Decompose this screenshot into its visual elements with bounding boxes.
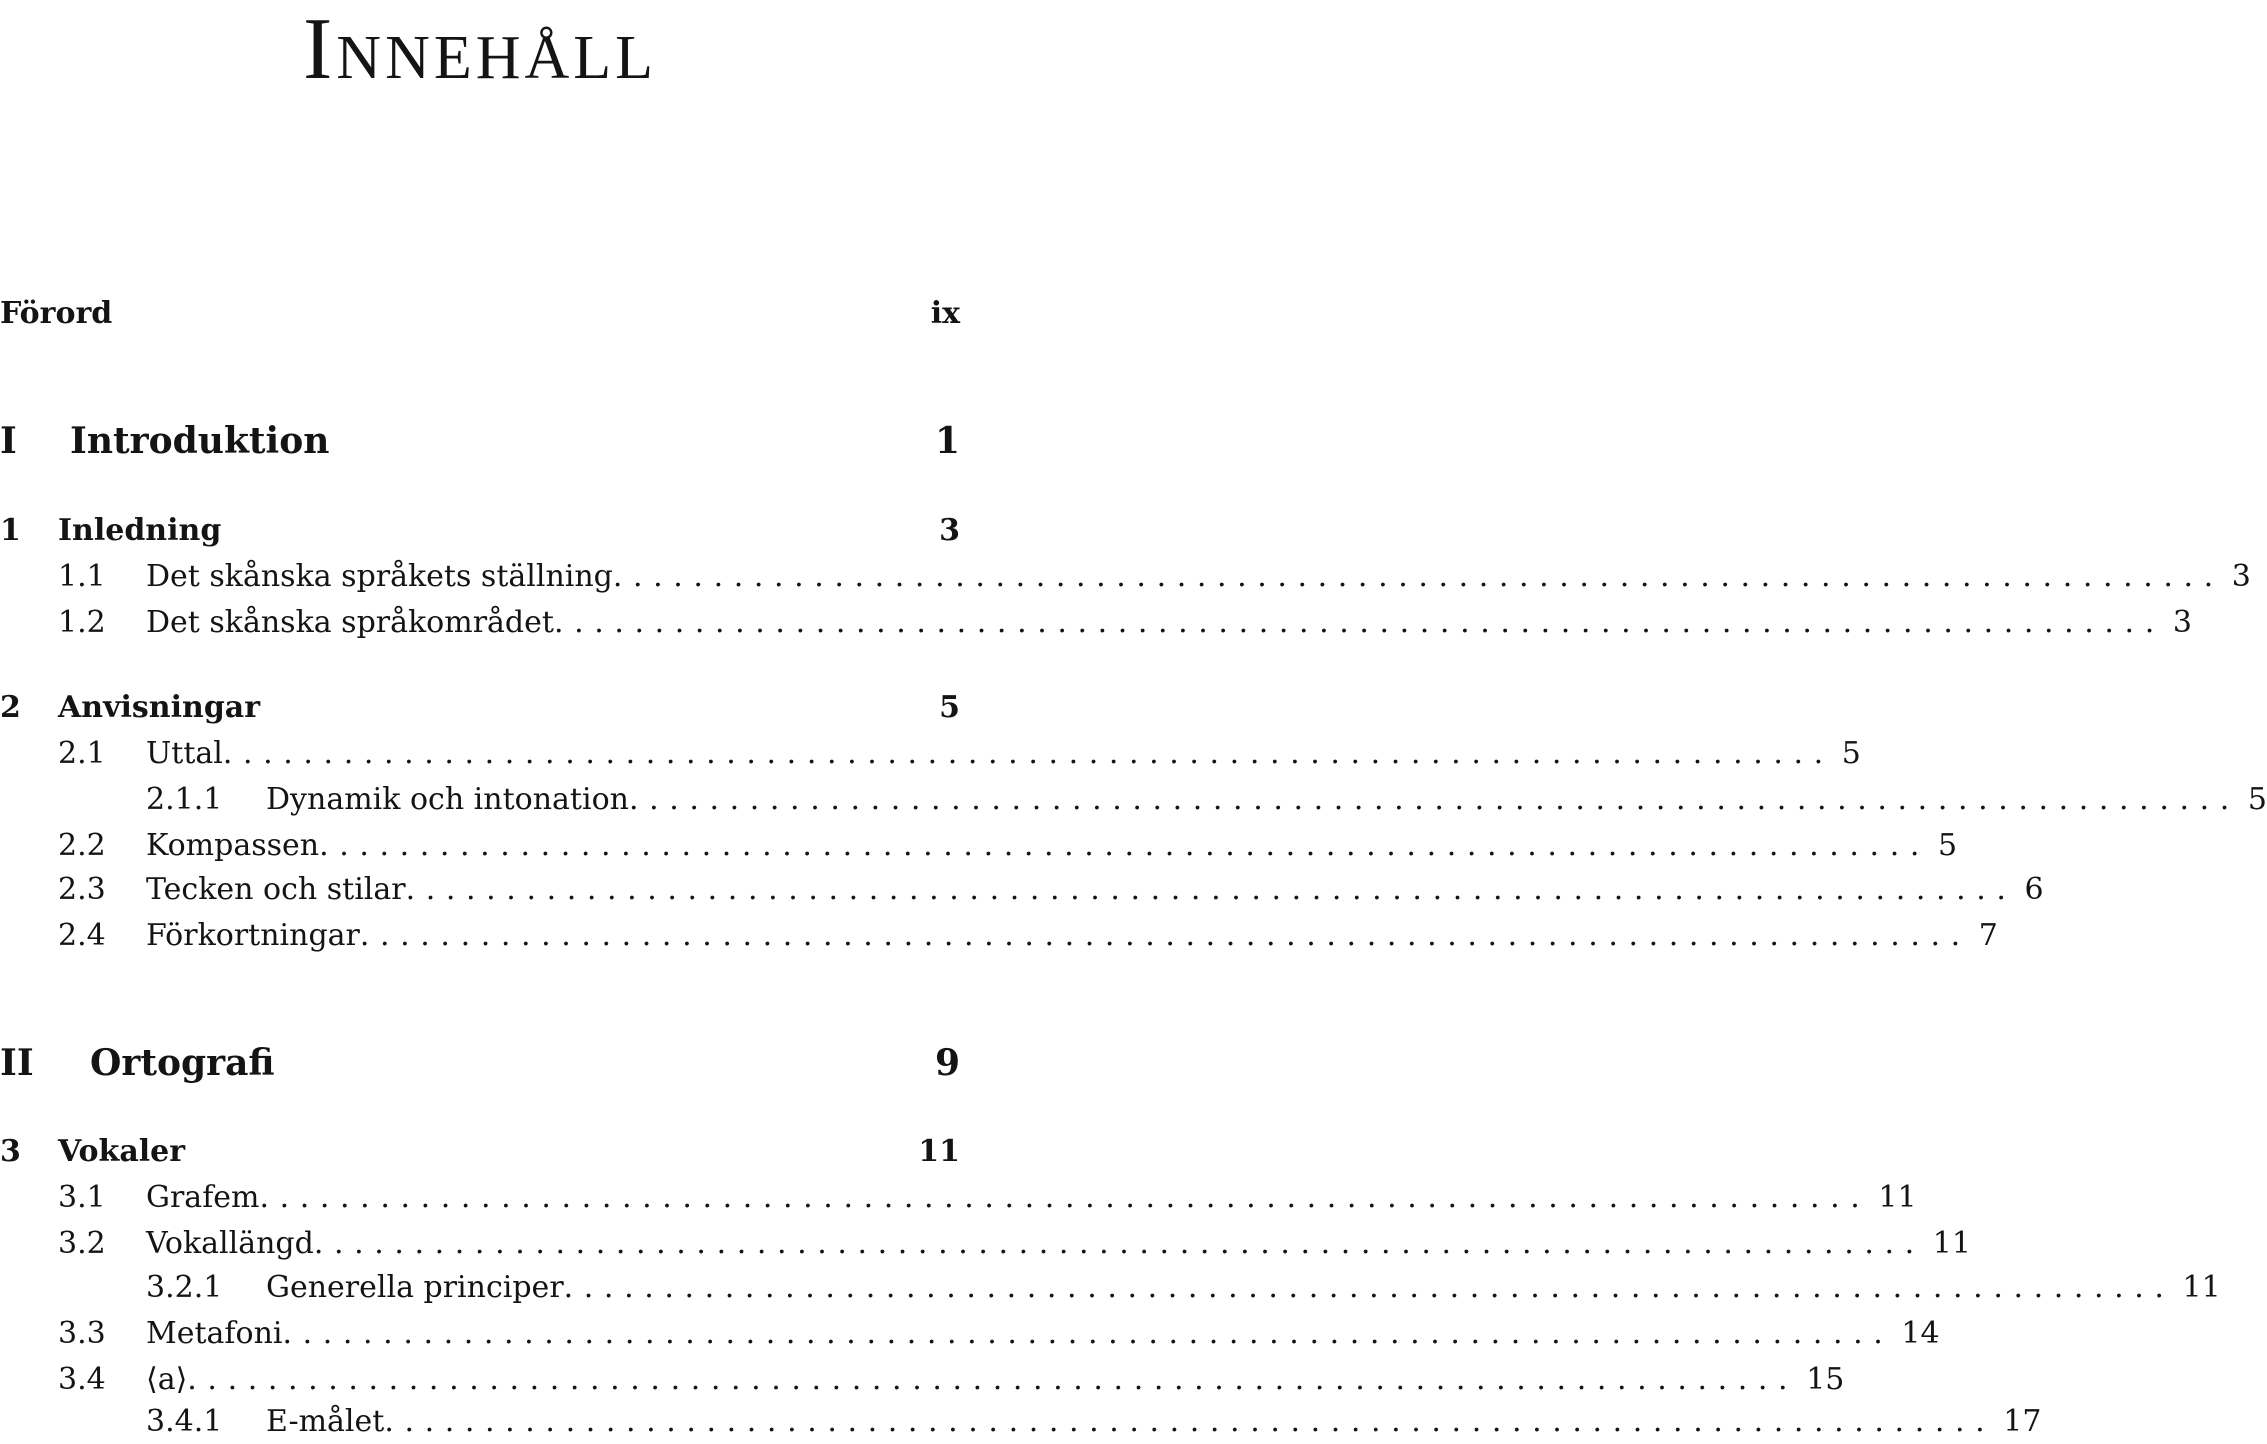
toc-chapter-label: Inledning [58,512,222,548]
toc-section-1-2[interactable] [0,599,2192,645]
toc-section-page: 6 [2024,871,2044,907]
toc-part-label: Ortografi [90,1042,275,1084]
toc-subsection-page: 5 [2247,781,2267,817]
toc-section-3-1[interactable] [0,1174,1917,1220]
toc-section-number: 3.3 [58,1315,106,1351]
toc-part-page: 9 [934,1042,960,1084]
toc-subsection-page: 11 [2182,1269,2221,1305]
dot-leader: ................................................................................ [319,827,1930,863]
toc-section-page: 14 [1901,1315,1940,1351]
dot-leader: ................................................................................ [628,781,2240,817]
toc-section-label: Det skånska språkområdet [146,604,554,640]
toc-chapter-number: 2 [0,689,21,725]
dot-leader: ................................................................................ [405,871,2017,907]
toc-entry-label: Förord [0,295,113,331]
toc-part-2[interactable] [0,1040,960,1086]
dot-leader: ................................................................................ [259,1179,1871,1215]
toc-entry-page: ix [930,295,960,331]
toc-part-page: 1 [934,420,960,462]
toc-part-label: Introduktion [70,420,330,462]
toc-chapter-number: 1 [0,512,21,548]
toc-section-1-1[interactable] [0,553,2251,599]
toc-section-number: 3.1 [58,1179,106,1215]
toc-chapter-page: 11 [918,1133,960,1169]
toc-chapter-1[interactable] [0,507,960,553]
toc-chapter-3[interactable] [0,1128,960,1174]
toc-section-page: 15 [1806,1361,1845,1397]
toc-section-label: Kompassen [146,827,320,863]
toc-part-1[interactable] [0,418,960,464]
toc-section-label: Grafem [146,1179,260,1215]
dot-leader: ................................................................................ [313,1225,1925,1261]
dot-leader: ................................................................................ [282,1315,1894,1351]
toc-section-number: 2.2 [58,827,106,863]
toc-section-label: Metafoni [146,1315,283,1351]
toc-section-page: 3 [2231,558,2251,594]
toc-section-number: 3.4 [58,1361,106,1397]
toc-section-3-2[interactable] [0,1220,1971,1266]
toc-section-2-3[interactable] [0,866,2044,912]
toc-entry-preface[interactable] [0,290,960,336]
toc-section-page: 7 [1978,917,1998,953]
toc-chapter-page: 3 [939,512,960,548]
toc-chapter-page: 5 [939,689,960,725]
toc-section-2-2[interactable] [0,822,1958,868]
toc-subsection-3-2-1[interactable] [0,1264,2221,1310]
toc-section-page: 5 [1841,735,1861,771]
dot-leader: ................................................................................ [563,1269,2175,1305]
toc-section-label: Vokallängd [146,1225,314,1261]
toc-subsection-page: 17 [2003,1403,2042,1439]
toc-section-page: 11 [1932,1225,1971,1261]
toc-section-label: Uttal [146,735,223,771]
toc-section-number: 1.1 [58,558,106,594]
dot-leader: ................................................................................ [612,558,2224,594]
toc-section-2-4[interactable] [0,912,1998,958]
toc-section-label: Tecken och stilar [146,871,406,907]
toc-chapter-2[interactable] [0,684,960,730]
dot-leader: ................................................................................ [553,604,2165,640]
toc-subsection-number: 3.2.1 [146,1269,223,1305]
toc-section-page: 3 [2172,604,2192,640]
dot-leader: ................................................................................ [359,917,1971,953]
toc-section-label: ⟨a⟩ [146,1361,188,1397]
toc-subsection-3-4-1[interactable] [0,1398,2042,1444]
toc-chapter-number: 3 [0,1133,21,1169]
toc-section-2-1[interactable] [0,730,1861,776]
page-title: Innehåll [302,1,658,98]
toc-section-page: 5 [1937,827,1958,863]
toc-part-number: II [0,1042,34,1084]
dot-leader: ................................................................................ [384,1403,1996,1439]
dot-leader: ................................................................................ [187,1361,1799,1397]
toc-subsection-number: 3.4.1 [146,1403,223,1439]
toc-section-3-3[interactable] [0,1310,1940,1356]
toc-subsection-label: Dynamik och intonation [266,781,629,817]
toc-part-number: I [0,420,17,462]
dot-leader: ................................................................................ [222,735,1834,771]
toc-subsection-label: Generella principer [266,1269,564,1305]
toc-section-page: 11 [1878,1179,1917,1215]
toc-section-number: 2.4 [58,917,106,953]
toc-subsection-number: 2.1.1 [146,781,223,817]
toc-section-number: 2.1 [58,735,106,771]
toc-chapter-label: Vokaler [58,1133,186,1169]
toc-subsection-label: E-målet [266,1403,385,1439]
toc-section-number: 2.3 [58,871,106,907]
toc-subsection-2-1-1[interactable] [0,776,2267,822]
toc-section-number: 1.2 [58,604,106,640]
toc-chapter-label: Anvisningar [58,689,261,725]
toc-section-3-4[interactable] [0,1356,1845,1402]
toc-section-label: Det skånska språkets ställning [146,558,613,594]
toc-section-label: Förkortningar [146,917,360,953]
toc-section-number: 3.2 [58,1225,106,1261]
